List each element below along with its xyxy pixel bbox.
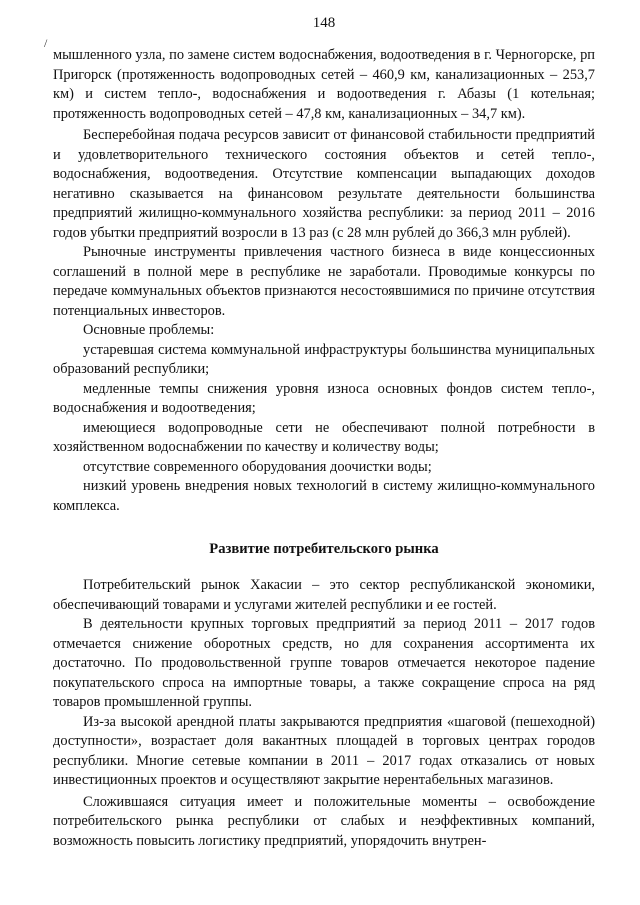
paragraph-market-instruments: Рыночные инструменты привлечения частного бизнеса в виде концессионных соглашений в полной мере в республике не заработали. Проводимые конкурсы по передаче коммунальных объектов признаются несостоявшимися по причине отсутствия потенциальных инвесторов. xyxy=(53,244,595,319)
document-page xyxy=(44,14,595,851)
problem-item-technologies: низкий уровень внедрения новых технологий в систему жилищно-коммунального комплекса. xyxy=(53,478,595,514)
paragraph-main-problems-label: Основные проблемы: xyxy=(83,322,215,338)
problem-item-equipment: отсутствие современного оборудования доочистки воды; xyxy=(83,458,432,475)
page-number: 148 xyxy=(312,15,336,31)
problem-item-water-networks: имеющиеся водопроводные сети не обеспечивают полной потребности в хозяйственном водоснабжении по качеству и количеству воды; xyxy=(53,419,595,455)
problem-item-wear: медленные темпы снижения уровня износа основных фондов систем тепло-, водоснабжения и водоотведения; xyxy=(53,380,595,416)
paragraph-trade-enterprises: В деятельности крупных торговых предприятий за период 2011 – 2017 годов отмечается снижение оборотных средств, но для сохранения ассортимента их достаточно. По продовольственной группе товаров отмечается некоторое падение покупательского спроса на импортные товары, а также сокращение спроса на ряд товаров промышленной группы. xyxy=(53,616,595,710)
margin-mark: / xyxy=(44,36,48,50)
problem-item-infrastructure: устаревшая система коммунальной инфраструктуры большинства муниципальных образований республики; xyxy=(53,341,595,377)
paragraph-positive-moments: Сложившаяся ситуация имеет и положительные моменты – освобождение потребительского рынка республики от слабых и неэффективных компаний, возможность повысить логистику предприятий, упорядочить внутрен- xyxy=(53,793,595,849)
paragraph-resource-supply: Бесперебойная подача ресурсов зависит от финансовой стабильности предприятий и удовлетворительного технического состояния объектов и сетей тепло-, водоснабжения, водоотведения. Отсутствие компенсации выпадающих доходов негативно сказывается на финансовом результате деятельности большинства предприятий жилищно-коммунального хозяйства республики: за период 2011 – 2016 годов убытки предприятий возросли в 13 раз (с 28 млн рублей до 366,3 млн рублей). xyxy=(53,127,595,241)
section-heading: Развитие потребительского рынка xyxy=(209,541,439,557)
paragraph-consumer-market: Потребительский рынок Хакасии – это сектор республиканской экономики, обеспечивающий товарами и услугами жителей республики и ее гостей. xyxy=(53,577,595,613)
paragraph-rent: Из-за высокой арендной платы закрываются предприятия «шаговой (пешеходной) доступности», возрастает доля вакантных площадей в торговых центрах городов республики. Многие сетевые компании в 2011 – 2017 годах отказались от новых инвестиционных проектов и осуществляют закрытие нерентабельных магазинов. xyxy=(53,713,595,788)
paragraph-continuation: мышленного узла, по замене систем водоснабжения, водоотведения в г. Черногорске, рп Пригорск (протяженность водопроводных сетей – 460,9 км, канализационных – 253,7 км) и систем тепло-, водоснабжения и водоотведения г. Абазы (1 котельная; протяженность водопроводных сетей – 47,8 км, канализационных – 34,7 км). xyxy=(53,47,595,122)
